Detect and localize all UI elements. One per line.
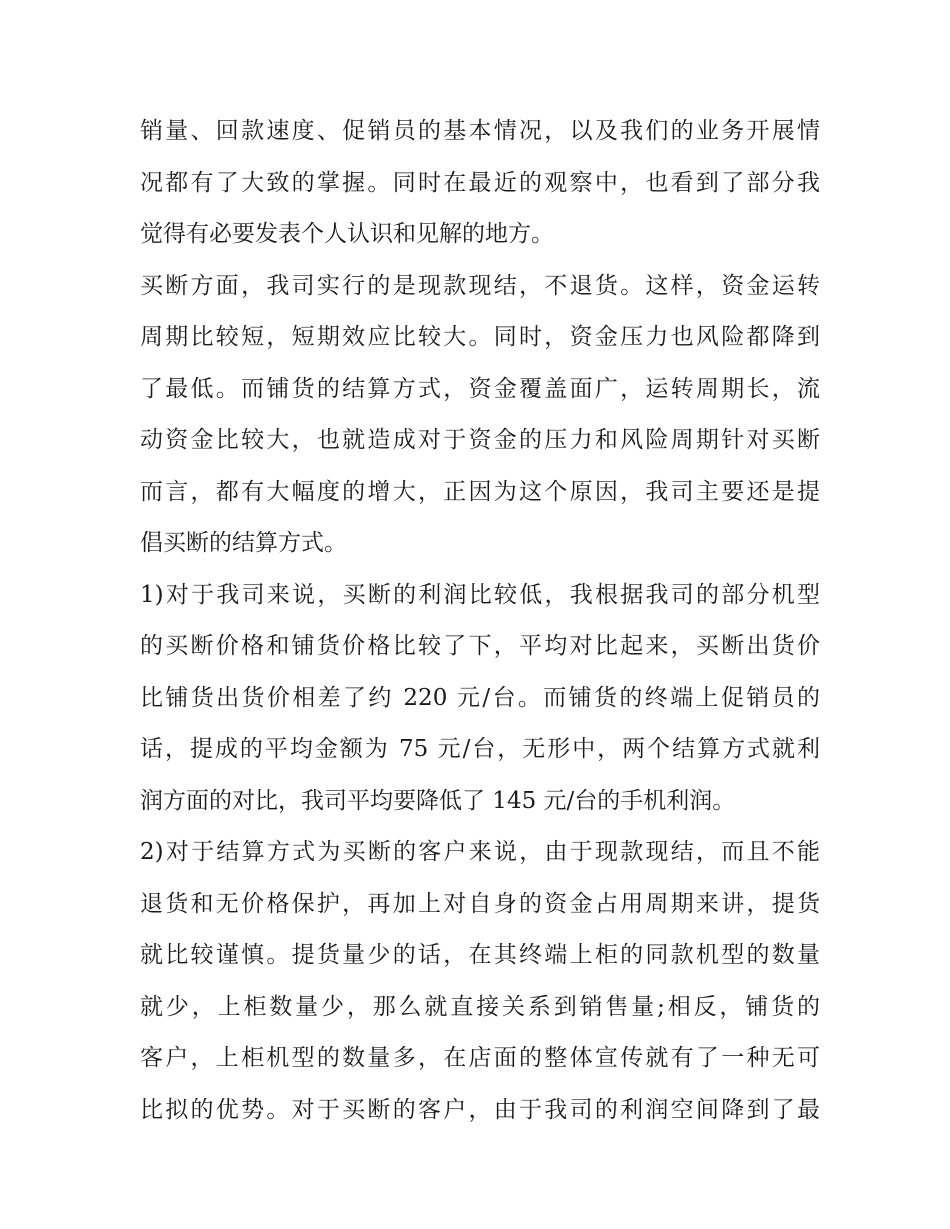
text-line: 就少，上柜数量少，那么就直接关系到销售量;相反，铺货的	[140, 993, 820, 1020]
body-text	[140, 106, 820, 1136]
text-line: 动资金比较大，也就造成对于资金的压力和风险周期针对买断	[140, 427, 820, 453]
text-line: 觉得有必要发表个人认识和见解的地方。	[140, 221, 554, 247]
text-line: 倡买断的结算方式。	[140, 530, 347, 556]
text-line: 销量、回款速度、促销员的基本情况，以及我们的业务开展情	[140, 118, 820, 144]
text-line: 就比较谨慎。提货量少的话，在其终端上柜的同款机型的数量	[140, 942, 820, 968]
text-line: 2)对于结算方式为买断的客户来说，由于现款现结，而且不能	[140, 839, 820, 865]
text-line: 润方面的对比，我司平均要降低了 145 元/台的手机利润。	[140, 787, 736, 814]
text-line: 退货和无价格保护，再加上对自身的资金占用周期来讲，提货	[140, 890, 820, 917]
text-line: 了最低。而铺货的结算方式，资金覆盖面广，运转周期长，流	[140, 375, 820, 402]
text-line: 周期比较短，短期效应比较大。同时，资金压力也风险都降到	[140, 324, 820, 350]
text-line: 客户，上柜机型的数量多，在店面的整体宣传就有了一种无可	[140, 1045, 820, 1071]
text-line: 而言，都有大幅度的增大，正因为这个原因，我司主要还是提	[140, 478, 820, 505]
text-line: 比铺货出货价相差了约 220 元/台。而铺货的终端上促销员的	[140, 684, 820, 711]
text-line: 话，提成的平均金额为 75 元/台，无形中，两个结算方式就利	[140, 736, 820, 762]
text-line: 比拟的优势。对于买断的客户，由于我司的利润空间降到了最	[140, 1096, 820, 1123]
text-line: 1)对于我司来说，买断的利润比较低，我根据我司的部分机型	[140, 581, 820, 608]
text-line: 的买断价格和铺货价格比较了下，平均对比起来，买断出货价	[140, 633, 820, 659]
text-line: 况都有了大致的掌握。同时在最近的观察中，也看到了部分我	[140, 169, 820, 196]
text-line: 买断方面，我司实行的是现款现结，不退货。这样，资金运转	[140, 272, 820, 299]
